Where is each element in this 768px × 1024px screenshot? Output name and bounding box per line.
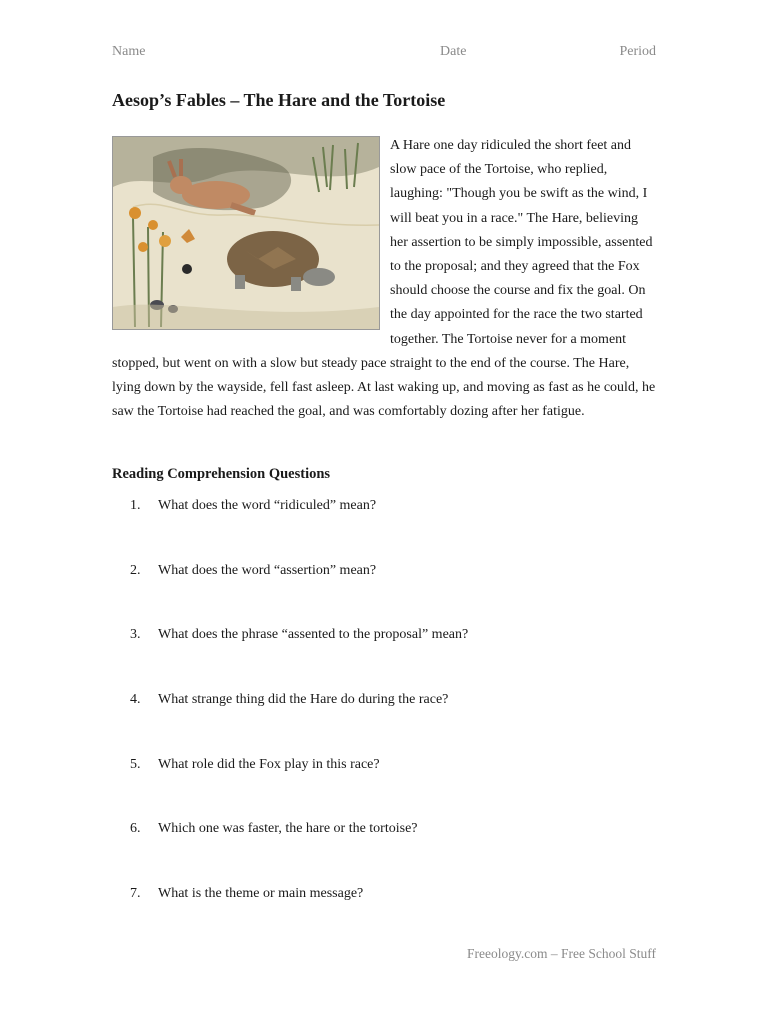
- question-number: 3.: [130, 627, 141, 643]
- question-item: [112, 886, 656, 951]
- question-item: [112, 692, 656, 757]
- page-title: Aesop’s Fables – The Hare and the Tortoise: [112, 90, 446, 110]
- date-label: Date: [440, 44, 467, 59]
- story-section: [112, 134, 656, 424]
- question-item: [112, 821, 656, 886]
- question-text: What does the phrase “assented to the proposal” mean?: [158, 627, 469, 643]
- question-text: What role did the Fox play in this race?: [158, 756, 380, 772]
- question-text: What is the theme or main message?: [158, 886, 364, 902]
- question-number: 5.: [130, 756, 141, 772]
- question-number: 2.: [130, 562, 141, 578]
- question-number: 7.: [130, 886, 141, 902]
- question-text: What does the word “assertion” mean?: [158, 562, 377, 578]
- story-text: A Hare one day ridiculed the short feet and slow pace of the Tortoise, who replied, laughing: "Though you be swift as the wind, I will beat you in a race." The Hare, believing her assertion to be simply impossible, assented to the proposal; and they agreed that the Fox should choose the course and fix the goal. On the day appointed for the race the two started together. The Tortoise never for a moment stopped, but went on with a slow but steady pace straight to the end of the course. The Hare, lying down by the wayside, fell fast asleep. At last waking up, and moving as fast as he could, he saw the Tortoise had reached the goal, and was comfortably dozing after her fatigue.: [112, 138, 656, 420]
- question-item: [112, 757, 656, 822]
- question-item: [112, 627, 656, 692]
- question-number: 6.: [130, 821, 141, 837]
- hare-and-tortoise-illustration: [112, 136, 380, 330]
- questions-list: [112, 498, 656, 951]
- worksheet-header: [112, 44, 656, 64]
- question-text: What strange thing did the Hare do during the race?: [158, 692, 449, 708]
- question-text: What does the word “ridiculed” mean?: [158, 498, 377, 513]
- question-number: 4.: [130, 692, 141, 708]
- question-number: 1.: [130, 498, 141, 513]
- footer-credit: Freeology.com – Free School Stuff: [467, 946, 656, 961]
- name-label: Name: [112, 44, 146, 59]
- question-item: [112, 498, 656, 563]
- questions-heading: Reading Comprehension Questions: [112, 466, 331, 482]
- period-label: Period: [619, 44, 656, 59]
- question-item: [112, 563, 656, 628]
- question-text: Which one was faster, the hare or the tortoise?: [158, 821, 418, 837]
